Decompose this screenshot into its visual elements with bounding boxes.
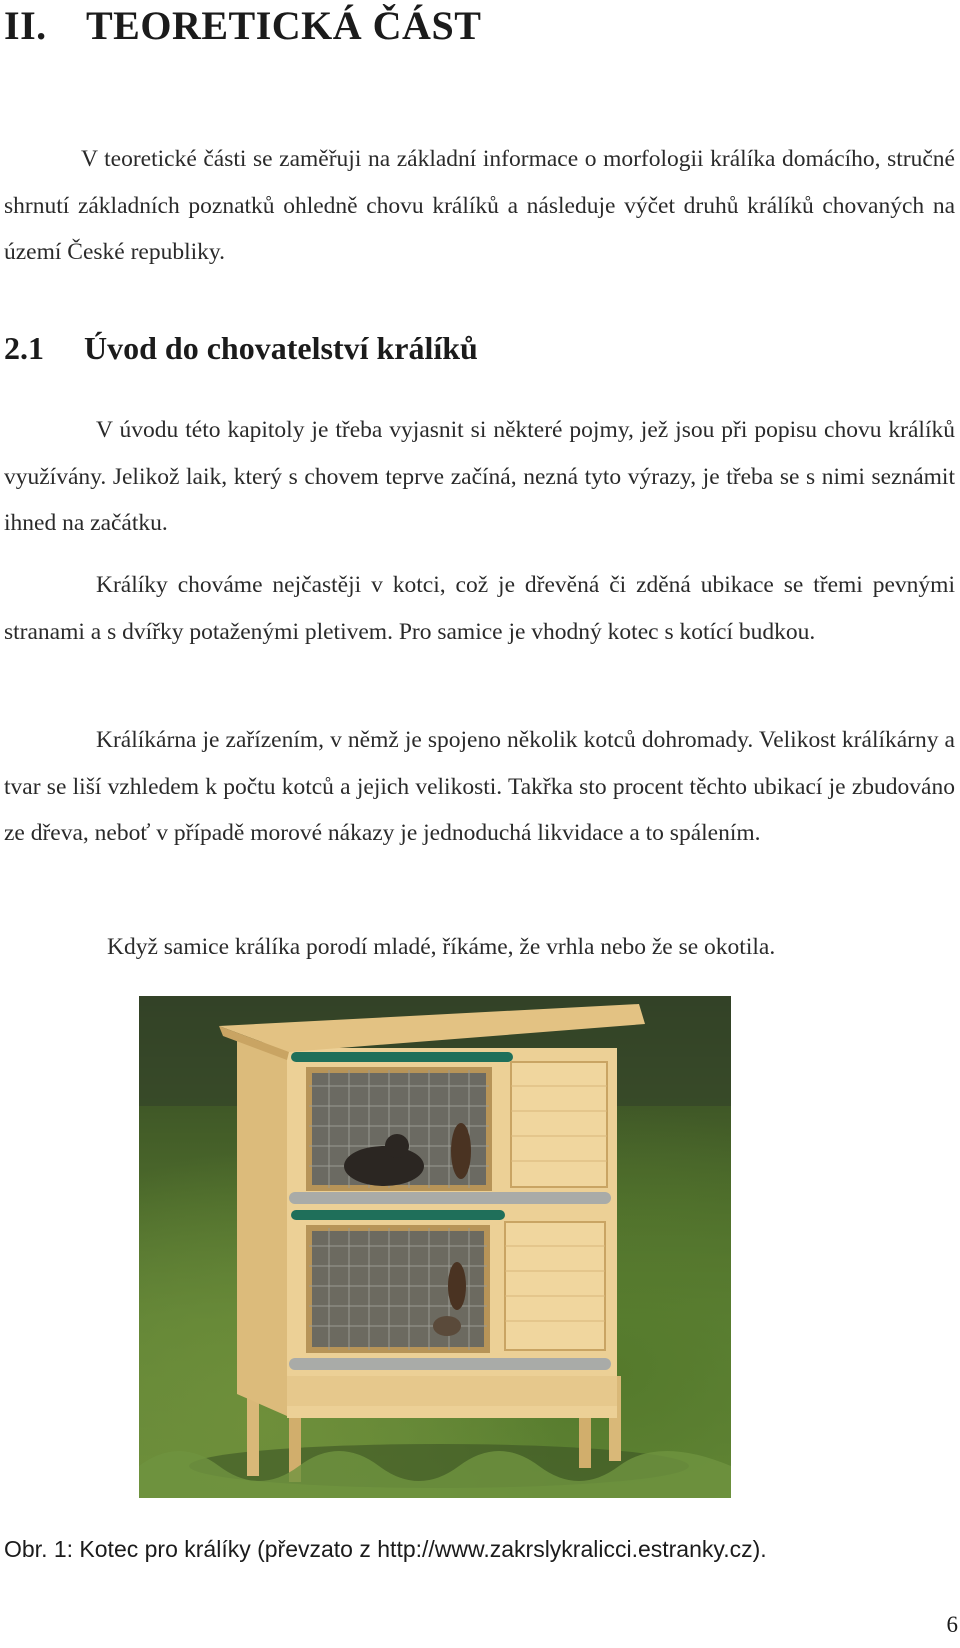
- paragraph-okotila-text: Když samice králíka porodí mladé, říkáme, že vrhla nebo že se okotila.: [107, 934, 776, 960]
- paragraph-kralikarna: Králíkárna je zařízením, v němž je spojeno několik kotců dohromady. Velikost králíkárny a tvar se liší vzhledem k počtu kotců a jejich velikosti. Takřka sto procent těchto ubikací je zbudováno ze dřeva, neboť v případě morové nákazy je jednoduchá likvidace a to spálením.: [4, 727, 955, 846]
- chapter-title: TEORETICKÁ ČÁST: [86, 3, 482, 48]
- chapter-number: II.: [4, 3, 47, 48]
- figure-caption: Obr. 1: Kotec pro králíky (převzato z http://www.zakrslykralicci.estranky.cz).: [4, 1536, 767, 1562]
- intro-paragraph: V teoretické části se zaměřuji na základní informace o morfologii králíka domácího, stručné shrnutí základních poznatků ohledně chovu králíků a následuje výčet druhů králíků chovaných na území České republiky.: [4, 146, 955, 265]
- chapter-heading: [4, 2, 481, 49]
- paragraph-kotec: Králíky chováme nejčastěji v kotci, což je dřevěná či zděná ubikace se třemi pevnými stranami a s dvířky potaženými pletivem. Pro samice je vhodný kotec s kotící budkou.: [4, 572, 955, 645]
- section-number: 2.1: [4, 330, 44, 366]
- rabbit-hutch-photo: [139, 996, 731, 1498]
- paragraph-terms: V úvodu této kapitoly je třeba vyjasnit si některé pojmy, jež jsou při popisu chovu králíků využívány. Jelikož laik, který s chovem teprve začíná, nezná tyto výrazy, je třeba se s nimi seznámit ihned na začátku.: [4, 417, 955, 536]
- section-heading: [4, 330, 478, 367]
- paragraph-okotila: [4, 924, 955, 971]
- section-title: Úvod do chovatelství králíků: [84, 330, 478, 366]
- page-number: 6: [946, 1612, 958, 1637]
- hutch-illustration: [139, 996, 731, 1498]
